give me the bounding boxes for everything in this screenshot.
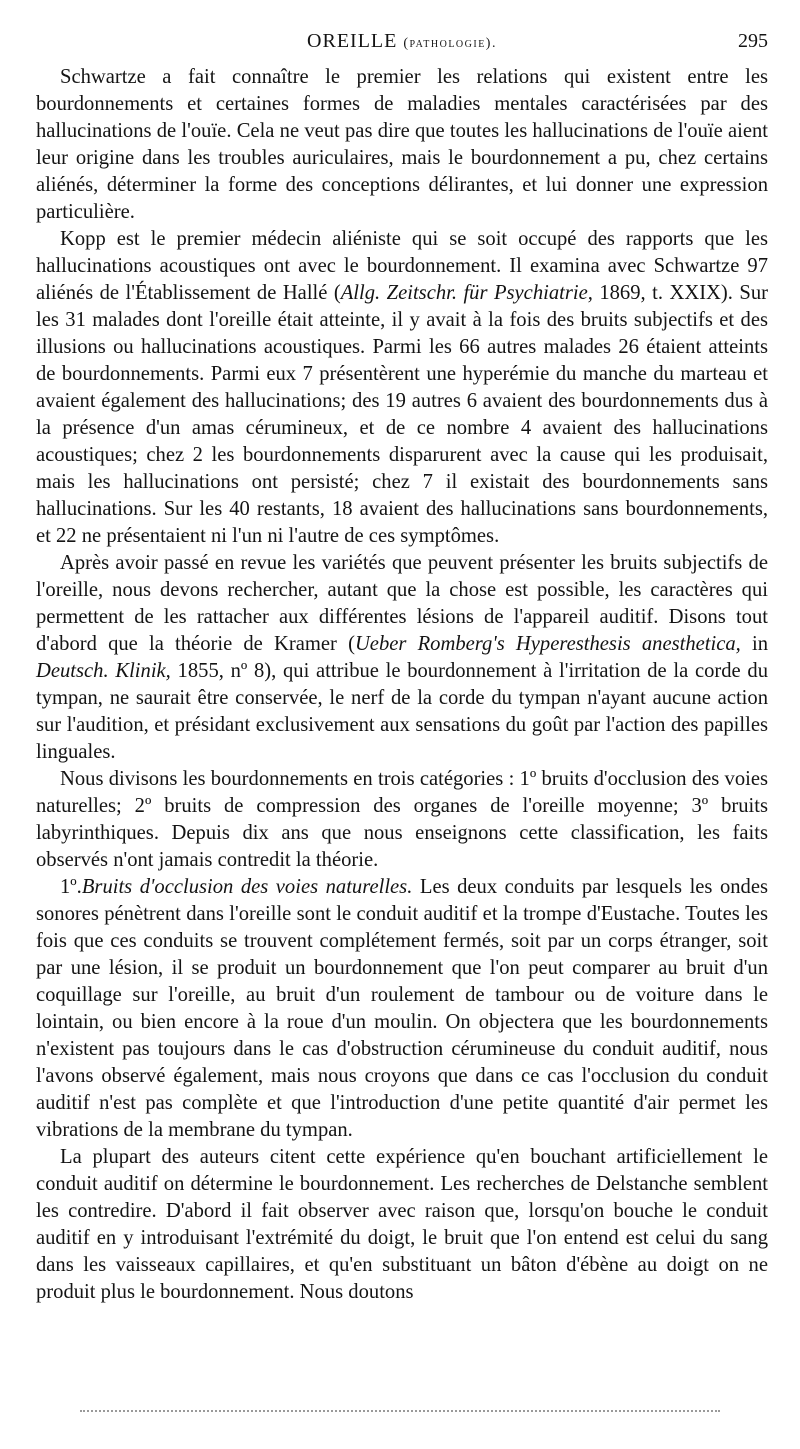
paragraph-text: Les deux conduits par lesquels les ondes sonores pénètrent dans l'oreille sont le conduit auditif et la trompe d'Eustache. Toutes les fois que ces conduits se trouvent complétement fermés, soit par un corps étranger, soit par une lésion, il se produit un bourdonnement que l'on peut comparer au bruit d'un coquillage sur l'oreille, au bruit d'un roulement de tambour ou de voiture dans le lointain, ou bien encore à la roue d'un moulin. On objectera que les bourdonnements n'existent pas toujours dans le cas d'obstruction cérumineuse du conduit auditif, nous l'avons observé également, mais nous croyons que dans ce cas l'occlusion du conduit auditif n'est pas complète et que l'introduction d'une petite quantité d'air permet les vibrations de la membrane du tympan. — [36, 876, 768, 1141]
section-heading: Bruits d'occlusion des voies naturelles. — [81, 876, 413, 898]
paragraph-text: Après avoir passé en revue les variétés que peuvent présenter les bruits subjectifs de l'oreille, nous devons rechercher, autant que la chose est possible, les caractères qui permettent de les rattacher aux différentes lésions de l'appareil auditif. Disons tout d'abord que la théorie de Kramer ( — [36, 552, 768, 655]
header-subtitle: (pathologie). — [403, 36, 497, 51]
paragraph-2 — [36, 226, 768, 550]
section-number: 1º. — [60, 876, 82, 898]
header-title: OREILLE — [307, 30, 398, 52]
paragraph-3 — [36, 550, 768, 766]
citation: Deutsch. Klinik, — [36, 660, 171, 682]
paragraph-6 — [36, 1144, 768, 1306]
page-number: 295 — [738, 30, 768, 52]
book-page — [36, 30, 768, 1306]
paragraph-text: 1855, nº 8), qui attribue le bourdonnement à l'irritation de la corde du tympan, ne saurait être conservée, le nerf de la corde du tympan n'ayant aucune action sur l'audition, et présidant exclusivement aux sensations du goût par l'action des papilles linguales. — [36, 660, 768, 763]
paragraph-text: Kopp est le premier médecin aliéniste qui se soit occupé des rapports que les hallucinations acoustiques ont avec le bourdonnement. Il examina avec Schwartze 97 aliénés de l'Établissement de Hallé ( — [36, 228, 768, 304]
citation: Ueber Romberg's Hyperesthesis anesthetica, — [354, 633, 741, 655]
paragraph-1 — [36, 64, 768, 226]
paragraph-text: 1869, t. XXIX). Sur les 31 malades dont l'oreille était atteinte, il y avait à la fois des bruits subjectifs et des illusions ou hallucinations acoustiques. Parmi les 66 autres malades 26 étaient atteints de bourdonnements. Parmi eux 7 présentèrent une hyperémie du manche du marteau et avaient également des hallucinations; des 19 autres 6 avaient des bourdonnements dus à la présence d'un amas cérumineux, et de ce nombre 4 avaient des hallucinations acoustiques; chez 2 les bourdonnements disparurent avec la cause qui les produisait, mais les hallucinations ont persisté; chez 7 il existait des bourdonnements sans hallucinations. Sur les 40 restants, 18 avaient des hallucinations sans bourdonnements, et 22 ne présentaient ni l'un ni l'autre de ces symptômes. — [36, 282, 768, 547]
running-header — [36, 30, 768, 64]
paragraph-text: Nous divisons les bourdonnements en trois catégories : 1º bruits d'occlusion des voies naturelles; 2º bruits de compression des organes de l'oreille moyenne; 3º bruits labyrinthiques. Depuis dix ans que nous enseignons cette classification, les faits observés n'ont jamais contredit la théorie. — [36, 768, 768, 871]
footer-dotted-rule — [80, 1410, 720, 1412]
paragraph-text: Schwartze a fait connaître le premier les relations qui existent entre les bourdonnements et certaines formes de maladies mentales caractérisées par des hallucinations de l'ouïe. Cela ne veut pas dire que toutes les hallucinations de l'ouïe aient leur origine dans les troubles auriculaires, mais le bourdonnement a pu, chez certains aliénés, déterminer la forme des conceptions délirantes, et lui donner une expression particulière. — [36, 66, 768, 223]
citation: Allg. Zeitschr. für Psychiatrie, — [340, 282, 593, 304]
paragraph-5 — [36, 874, 768, 1144]
paragraph-4 — [36, 766, 768, 874]
paragraph-text: in — [740, 633, 768, 655]
paragraph-text: La plupart des auteurs citent cette expérience qu'en bouchant artificiellement le conduit auditif on détermine le bourdonnement. Les recherches de Delstanche semblent les contredire. D'abord il fait observer avec raison que, lorsqu'on bouche le conduit auditif en y introduisant l'extrémité du doigt, le bruit que l'on entend est celui du sang dans les vaisseaux capillaires, et qu'en substituant un bâton d'ébène au doigt on ne produit plus le bourdonnement. Nous doutons — [36, 1146, 768, 1303]
running-title — [36, 30, 768, 53]
body-text — [36, 64, 768, 1306]
